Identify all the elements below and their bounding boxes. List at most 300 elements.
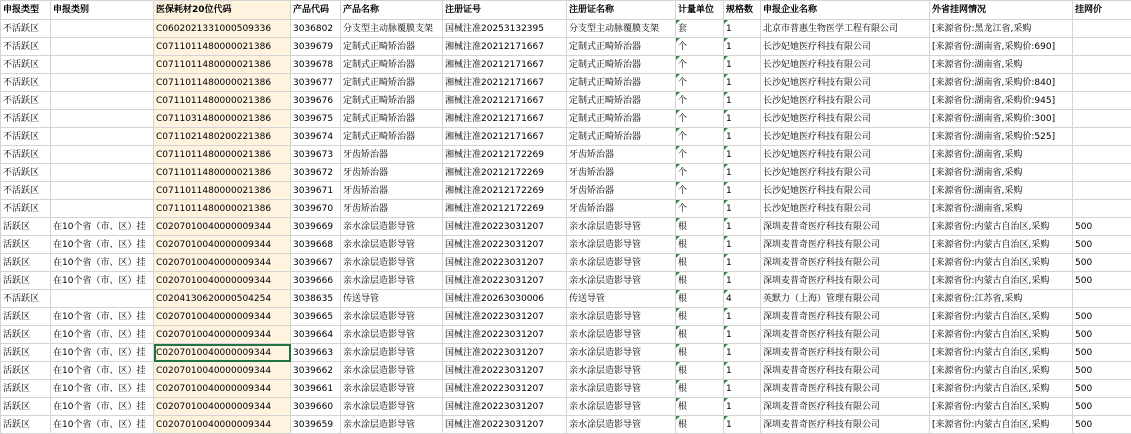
cell-declare-category[interactable] <box>51 110 154 128</box>
cell-spec-count[interactable]: 4 <box>724 290 761 308</box>
cell-listing-price[interactable] <box>1073 74 1131 92</box>
table-row <box>1 74 1131 92</box>
header-insurance-code[interactable]: 医保耗材20位代码 <box>154 1 291 20</box>
cell-declare-type[interactable]: 活跃区 <box>1 308 51 326</box>
header-listing-price[interactable]: 挂网价 <box>1073 1 1131 20</box>
cell-product-name[interactable]: 定制式正畸矫治器 <box>341 128 443 146</box>
cell-product-code[interactable]: 3039668 <box>291 236 341 254</box>
cell-insurance-code[interactable]: C0711011480000021386 <box>154 92 291 110</box>
cell-registration-name[interactable]: 定制式正畸矫治器 <box>567 38 676 56</box>
cell-spec-count[interactable]: 1 <box>724 56 761 74</box>
cell-other-province-listing[interactable]: [来源省份:内蒙古自治区,采购 <box>930 362 1073 380</box>
cell-company-name[interactable]: 深圳麦普奇医疗科技有限公司 <box>761 380 930 398</box>
cell-listing-price[interactable] <box>1073 128 1131 146</box>
cell-company-name[interactable]: 深圳麦普奇医疗科技有限公司 <box>761 236 930 254</box>
cell-product-code[interactable]: 3036802 <box>291 20 341 38</box>
cell-declare-type[interactable]: 不活跃区 <box>1 56 51 74</box>
cell-registration-name[interactable]: 亲水涂层造影导管 <box>567 308 676 326</box>
cell-other-province-listing[interactable]: [来源省份:湖南省,采购 <box>930 146 1073 164</box>
cell-product-name[interactable]: 牙齿矫治器 <box>341 164 443 182</box>
cell-spec-count[interactable]: 1 <box>724 74 761 92</box>
header-registration-no[interactable]: 注册证号 <box>443 1 567 20</box>
cell-registration-name[interactable]: 亲水涂层造影导管 <box>567 380 676 398</box>
cell-insurance-code[interactable]: C0207010040000009344 <box>154 272 291 290</box>
cell-product-code[interactable]: 3039664 <box>291 326 341 344</box>
table-row <box>1 128 1131 146</box>
cell-company-name[interactable]: 北京市普惠生物医学工程有限公司 <box>761 20 930 38</box>
cell-unit[interactable]: 根 <box>676 308 724 326</box>
cell-declare-type[interactable]: 不活跃区 <box>1 92 51 110</box>
cell-product-name[interactable]: 亲水涂层造影导管 <box>341 272 443 290</box>
header-registration-name[interactable]: 注册证名称 <box>567 1 676 20</box>
cell-listing-price[interactable] <box>1073 182 1131 200</box>
cell-product-name[interactable]: 定制式正畸矫治器 <box>341 110 443 128</box>
cell-declare-type[interactable]: 不活跃区 <box>1 74 51 92</box>
cell-declare-type[interactable]: 活跃区 <box>1 344 51 362</box>
cell-registration-no[interactable]: 国械注准20223031207 <box>443 398 567 416</box>
cell-unit[interactable]: 个 <box>676 164 724 182</box>
table-row <box>1 308 1131 326</box>
cell-declare-type[interactable]: 不活跃区 <box>1 146 51 164</box>
cell-spec-count[interactable]: 1 <box>724 236 761 254</box>
cell-listing-price[interactable] <box>1073 164 1131 182</box>
cell-product-name[interactable]: 牙齿矫治器 <box>341 200 443 218</box>
cell-registration-name[interactable]: 亲水涂层造影导管 <box>567 344 676 362</box>
cell-unit[interactable]: 个 <box>676 38 724 56</box>
cell-company-name[interactable]: 深圳麦普奇医疗科技有限公司 <box>761 272 930 290</box>
cell-insurance-code[interactable]: C0207010040000009344 <box>154 236 291 254</box>
cell-declare-type[interactable]: 不活跃区 <box>1 110 51 128</box>
cell-insurance-code[interactable]: C0207010040000009344 <box>154 344 291 362</box>
cell-insurance-code[interactable]: C0711011480000021386 <box>154 200 291 218</box>
cell-product-name[interactable]: 定制式正畸矫治器 <box>341 92 443 110</box>
cell-unit[interactable]: 根 <box>676 218 724 236</box>
cell-company-name[interactable]: 深圳麦普奇医疗科技有限公司 <box>761 218 930 236</box>
cell-registration-name[interactable]: 亲水涂层造影导管 <box>567 326 676 344</box>
cell-declare-type[interactable]: 不活跃区 <box>1 38 51 56</box>
cell-insurance-code[interactable]: C0711031480000021386 <box>154 110 291 128</box>
cell-listing-price[interactable] <box>1073 38 1131 56</box>
cell-declare-type[interactable]: 活跃区 <box>1 326 51 344</box>
cell-insurance-code[interactable]: C0207010040000009344 <box>154 380 291 398</box>
cell-product-name[interactable]: 亲水涂层造影导管 <box>341 254 443 272</box>
cell-unit[interactable]: 个 <box>676 182 724 200</box>
cell-registration-name[interactable]: 亲水涂层造影导管 <box>567 362 676 380</box>
cell-product-code[interactable]: 3039670 <box>291 200 341 218</box>
cell-insurance-code[interactable]: C0207010040000009344 <box>154 362 291 380</box>
cell-declare-type[interactable]: 不活跃区 <box>1 290 51 308</box>
cell-registration-no[interactable]: 国械注准20223031207 <box>443 272 567 290</box>
table-row <box>1 380 1131 398</box>
cell-declare-category[interactable] <box>51 182 154 200</box>
cell-product-code[interactable]: 3039660 <box>291 398 341 416</box>
cell-registration-no[interactable]: 湘械注准20212172269 <box>443 182 567 200</box>
cell-product-code[interactable]: 3039672 <box>291 164 341 182</box>
cell-spec-count[interactable]: 1 <box>724 272 761 290</box>
cell-unit[interactable]: 根 <box>676 326 724 344</box>
cell-product-code[interactable]: 3039667 <box>291 254 341 272</box>
cell-registration-no[interactable]: 国械注准20223031207 <box>443 380 567 398</box>
cell-product-name[interactable]: 亲水涂层造影导管 <box>341 326 443 344</box>
cell-unit[interactable]: 根 <box>676 416 724 434</box>
cell-declare-type[interactable]: 活跃区 <box>1 416 51 434</box>
cell-declare-category[interactable]: 在10个省（市、区）挂 <box>51 362 154 380</box>
cell-registration-name[interactable]: 牙齿矫治器 <box>567 182 676 200</box>
cell-product-name[interactable]: 亲水涂层造影导管 <box>341 380 443 398</box>
header-product-code[interactable]: 产品代码 <box>291 1 341 20</box>
header-product-name[interactable]: 产品名称 <box>341 1 443 20</box>
cell-company-name[interactable]: 长沙妃她医疗科技有限公司 <box>761 38 930 56</box>
cell-registration-name[interactable]: 亲水涂层造影导管 <box>567 398 676 416</box>
table-row <box>1 38 1131 56</box>
cell-registration-name[interactable]: 亲水涂层造影导管 <box>567 416 676 434</box>
cell-spec-count[interactable]: 1 <box>724 92 761 110</box>
cell-company-name[interactable]: 长沙妃她医疗科技有限公司 <box>761 200 930 218</box>
cell-company-name[interactable]: 深圳麦普奇医疗科技有限公司 <box>761 344 930 362</box>
cell-insurance-code[interactable]: C0602021331000509336 <box>154 20 291 38</box>
cell-registration-name[interactable]: 牙齿矫治器 <box>567 146 676 164</box>
cell-company-name[interactable]: 长沙妃她医疗科技有限公司 <box>761 128 930 146</box>
cell-listing-price[interactable]: 500 <box>1073 308 1131 326</box>
cell-registration-no[interactable]: 国械注准20223031207 <box>443 254 567 272</box>
cell-product-name[interactable]: 亲水涂层造影导管 <box>341 398 443 416</box>
cell-registration-no[interactable]: 国械注准20223031207 <box>443 362 567 380</box>
cell-other-province-listing[interactable]: [来源省份:湖南省,采购价:840] <box>930 74 1073 92</box>
cell-company-name[interactable]: 深圳麦普奇医疗科技有限公司 <box>761 416 930 434</box>
cell-other-province-listing[interactable]: [来源省份:内蒙古自治区,采购 <box>930 416 1073 434</box>
cell-unit[interactable]: 个 <box>676 200 724 218</box>
cell-product-code[interactable]: 3039676 <box>291 92 341 110</box>
cell-registration-name[interactable]: 亲水涂层造影导管 <box>567 218 676 236</box>
cell-registration-no[interactable]: 湘械注准20212171667 <box>443 92 567 110</box>
cell-registration-no[interactable]: 国械注准20223031207 <box>443 236 567 254</box>
cell-product-name[interactable]: 亲水涂层造影导管 <box>341 308 443 326</box>
cell-declare-type[interactable]: 不活跃区 <box>1 200 51 218</box>
cell-other-province-listing[interactable]: [来源省份:内蒙古自治区,采购 <box>930 398 1073 416</box>
cell-registration-name[interactable]: 定制式正畸矫治器 <box>567 74 676 92</box>
cell-declare-type[interactable]: 活跃区 <box>1 218 51 236</box>
cell-unit[interactable]: 个 <box>676 128 724 146</box>
cell-insurance-code[interactable]: C0711011480000021386 <box>154 146 291 164</box>
cell-product-name[interactable]: 定制式正畸矫治器 <box>341 38 443 56</box>
cell-product-name[interactable]: 亲水涂层造影导管 <box>341 218 443 236</box>
cell-declare-type[interactable]: 活跃区 <box>1 254 51 272</box>
cell-declare-type[interactable]: 活跃区 <box>1 272 51 290</box>
cell-insurance-code[interactable]: C0711011480000021386 <box>154 38 291 56</box>
cell-product-code[interactable]: 3039673 <box>291 146 341 164</box>
cell-declare-category[interactable]: 在10个省（市、区）挂 <box>51 380 154 398</box>
cell-spec-count[interactable]: 1 <box>724 128 761 146</box>
cell-declare-category[interactable]: 在10个省（市、区）挂 <box>51 398 154 416</box>
cell-declare-category[interactable] <box>51 164 154 182</box>
cell-insurance-code[interactable]: C0207010040000009344 <box>154 398 291 416</box>
cell-unit[interactable]: 根 <box>676 362 724 380</box>
table-row <box>1 56 1131 74</box>
cell-listing-price[interactable]: 500 <box>1073 398 1131 416</box>
cell-registration-no[interactable]: 国械注准20223031207 <box>443 218 567 236</box>
cell-unit[interactable]: 个 <box>676 74 724 92</box>
cell-unit[interactable]: 根 <box>676 254 724 272</box>
cell-registration-no[interactable]: 湘械注准20212171667 <box>443 110 567 128</box>
cell-listing-price[interactable]: 500 <box>1073 254 1131 272</box>
cell-listing-price[interactable] <box>1073 20 1131 38</box>
cell-registration-no[interactable]: 国械注准20223031207 <box>443 344 567 362</box>
cell-unit[interactable]: 套 <box>676 20 724 38</box>
cell-declare-category[interactable] <box>51 20 154 38</box>
cell-product-code[interactable]: 3039678 <box>291 56 341 74</box>
cell-registration-name[interactable]: 牙齿矫治器 <box>567 164 676 182</box>
header-spec-count[interactable]: 规格数 <box>724 1 761 20</box>
cell-other-province-listing[interactable]: [来源省份:内蒙古自治区,采购 <box>930 344 1073 362</box>
cell-registration-name[interactable]: 亲水涂层造影导管 <box>567 254 676 272</box>
cell-company-name[interactable]: 深圳麦普奇医疗科技有限公司 <box>761 326 930 344</box>
header-declare-type[interactable]: 申报类型 <box>1 1 51 20</box>
cell-registration-name[interactable]: 传送导管 <box>567 290 676 308</box>
cell-product-name[interactable]: 亲水涂层造影导管 <box>341 416 443 434</box>
cell-spec-count[interactable]: 1 <box>724 110 761 128</box>
cell-unit[interactable]: 根 <box>676 236 724 254</box>
cell-listing-price[interactable] <box>1073 110 1131 128</box>
cell-declare-category[interactable]: 在10个省（市、区）挂 <box>51 272 154 290</box>
cell-unit[interactable]: 根 <box>676 272 724 290</box>
cell-declare-category[interactable]: 在10个省（市、区）挂 <box>51 326 154 344</box>
cell-company-name[interactable]: 长沙妃她医疗科技有限公司 <box>761 92 930 110</box>
cell-spec-count[interactable]: 1 <box>724 308 761 326</box>
cell-declare-type[interactable]: 不活跃区 <box>1 20 51 38</box>
cell-unit[interactable]: 根 <box>676 380 724 398</box>
cell-other-province-listing[interactable]: [来源省份:内蒙古自治区,采购 <box>930 272 1073 290</box>
cell-insurance-code[interactable]: C0711021480200221386 <box>154 128 291 146</box>
cell-insurance-code[interactable]: C0711011480000021386 <box>154 56 291 74</box>
cell-other-province-listing[interactable]: [来源省份:内蒙古自治区,采购 <box>930 380 1073 398</box>
cell-listing-price[interactable] <box>1073 92 1131 110</box>
cell-unit[interactable]: 根 <box>676 398 724 416</box>
cell-other-province-listing[interactable]: [来源省份:内蒙古自治区,采购 <box>930 254 1073 272</box>
cell-declare-type[interactable]: 活跃区 <box>1 362 51 380</box>
cell-declare-type[interactable]: 活跃区 <box>1 236 51 254</box>
cell-insurance-code[interactable]: C0207010040000009344 <box>154 254 291 272</box>
cell-listing-price[interactable]: 500 <box>1073 362 1131 380</box>
cell-registration-name[interactable]: 亲水涂层造影导管 <box>567 272 676 290</box>
cell-company-name[interactable]: 深圳麦普奇医疗科技有限公司 <box>761 362 930 380</box>
cell-product-name[interactable]: 定制式正畸矫治器 <box>341 74 443 92</box>
cell-registration-name[interactable]: 亲水涂层造影导管 <box>567 236 676 254</box>
cell-insurance-code[interactable]: C0204130620000504254 <box>154 290 291 308</box>
cell-other-province-listing[interactable]: [来源省份:湖南省,采购 <box>930 200 1073 218</box>
cell-other-province-listing[interactable]: [来源省份:湖南省,采购 <box>930 182 1073 200</box>
cell-insurance-code[interactable]: C0711011480000021386 <box>154 74 291 92</box>
cell-declare-category[interactable]: 在10个省（市、区）挂 <box>51 236 154 254</box>
cell-product-code[interactable]: 3039674 <box>291 128 341 146</box>
cell-listing-price[interactable]: 500 <box>1073 344 1131 362</box>
table-row <box>1 398 1131 416</box>
cell-registration-no[interactable]: 国械注准20223031207 <box>443 308 567 326</box>
cell-insurance-code[interactable]: C0711011480000021386 <box>154 182 291 200</box>
cell-registration-no[interactable]: 湘械注准20212171667 <box>443 128 567 146</box>
header-unit[interactable]: 计量单位 <box>676 1 724 20</box>
cell-declare-type[interactable]: 不活跃区 <box>1 128 51 146</box>
cell-listing-price[interactable]: 500 <box>1073 380 1131 398</box>
cell-registration-name[interactable]: 定制式正畸矫治器 <box>567 110 676 128</box>
header-declare-category[interactable]: 申报类别 <box>51 1 154 20</box>
cell-other-province-listing[interactable]: [来源省份:内蒙古自治区,采购 <box>930 326 1073 344</box>
table-row <box>1 326 1131 344</box>
cell-declare-type[interactable]: 活跃区 <box>1 380 51 398</box>
cell-spec-count[interactable]: 1 <box>724 344 761 362</box>
cell-registration-no[interactable]: 湘械注准20212171667 <box>443 56 567 74</box>
cell-company-name[interactable]: 长沙妃她医疗科技有限公司 <box>761 146 930 164</box>
cell-company-name[interactable]: 长沙妃她医疗科技有限公司 <box>761 182 930 200</box>
cell-registration-no[interactable]: 湘械注准20212172269 <box>443 146 567 164</box>
cell-declare-category[interactable] <box>51 290 154 308</box>
cell-unit[interactable]: 个 <box>676 110 724 128</box>
cell-unit[interactable]: 根 <box>676 344 724 362</box>
cell-listing-price[interactable] <box>1073 290 1131 308</box>
cell-other-province-listing[interactable]: [来源省份:湖南省,采购价:945] <box>930 92 1073 110</box>
cell-spec-count[interactable]: 1 <box>724 146 761 164</box>
cell-other-province-listing[interactable]: [来源省份:湖南省,采购价:690] <box>930 38 1073 56</box>
cell-product-code[interactable]: 3039679 <box>291 38 341 56</box>
cell-product-code[interactable]: 3039677 <box>291 74 341 92</box>
cell-company-name[interactable]: 深圳麦普奇医疗科技有限公司 <box>761 398 930 416</box>
cell-declare-category[interactable] <box>51 128 154 146</box>
cell-declare-category[interactable]: 在10个省（市、区）挂 <box>51 218 154 236</box>
cell-declare-category[interactable] <box>51 200 154 218</box>
cell-declare-category[interactable] <box>51 38 154 56</box>
cell-spec-count[interactable]: 1 <box>724 380 761 398</box>
cell-spec-count[interactable]: 1 <box>724 398 761 416</box>
cell-declare-category[interactable] <box>51 56 154 74</box>
cell-listing-price[interactable] <box>1073 146 1131 164</box>
cell-declare-category[interactable]: 在10个省（市、区）挂 <box>51 254 154 272</box>
cell-company-name[interactable]: 深圳麦普奇医疗科技有限公司 <box>761 308 930 326</box>
cell-other-province-listing[interactable]: [来源省份:内蒙古自治区,采购 <box>930 308 1073 326</box>
cell-listing-price[interactable] <box>1073 56 1131 74</box>
cell-registration-name[interactable]: 牙齿矫治器 <box>567 200 676 218</box>
cell-registration-name[interactable]: 定制式正畸矫治器 <box>567 128 676 146</box>
cell-declare-category[interactable] <box>51 74 154 92</box>
cell-company-name[interactable]: 长沙妃她医疗科技有限公司 <box>761 56 930 74</box>
cell-product-name[interactable]: 亲水涂层造影导管 <box>341 236 443 254</box>
cell-product-code[interactable]: 3039669 <box>291 218 341 236</box>
cell-registration-no[interactable]: 湘械注准20212172269 <box>443 164 567 182</box>
cell-spec-count[interactable]: 1 <box>724 254 761 272</box>
cell-insurance-code[interactable]: C0207010040000009344 <box>154 308 291 326</box>
cell-listing-price[interactable]: 500 <box>1073 236 1131 254</box>
cell-product-name[interactable]: 传送导管 <box>341 290 443 308</box>
cell-company-name[interactable]: 长沙妃她医疗科技有限公司 <box>761 164 930 182</box>
cell-other-province-listing[interactable]: [来源省份:湖南省,采购 <box>930 164 1073 182</box>
cell-listing-price[interactable]: 500 <box>1073 416 1131 434</box>
cell-product-code[interactable]: 3039666 <box>291 272 341 290</box>
cell-insurance-code[interactable]: C0207010040000009344 <box>154 416 291 434</box>
cell-other-province-listing[interactable]: [来源省份:内蒙古自治区,采购 <box>930 236 1073 254</box>
cell-product-code[interactable]: 3039675 <box>291 110 341 128</box>
cell-declare-type[interactable]: 不活跃区 <box>1 182 51 200</box>
cell-registration-no[interactable]: 国械注准20223031207 <box>443 416 567 434</box>
cell-spec-count[interactable]: 1 <box>724 38 761 56</box>
cell-product-code[interactable]: 3039662 <box>291 362 341 380</box>
cell-other-province-listing[interactable]: [来源省份:湖南省,采购价:525] <box>930 128 1073 146</box>
cell-company-name[interactable]: 长沙妃她医疗科技有限公司 <box>761 110 930 128</box>
cell-registration-name[interactable]: 定制式正畸矫治器 <box>567 56 676 74</box>
cell-registration-no[interactable]: 国械注准20253132395 <box>443 20 567 38</box>
cell-product-name[interactable]: 亲水涂层造影导管 <box>341 344 443 362</box>
cell-listing-price[interactable]: 500 <box>1073 272 1131 290</box>
cell-other-province-listing[interactable]: [来源省份:江苏省,采购 <box>930 290 1073 308</box>
cell-unit[interactable]: 根 <box>676 290 724 308</box>
cell-spec-count[interactable]: 1 <box>724 326 761 344</box>
table-row <box>1 110 1131 128</box>
cell-declare-category[interactable]: 在10个省（市、区）挂 <box>51 308 154 326</box>
cell-product-name[interactable]: 分支型主动脉覆膜支架 <box>341 20 443 38</box>
cell-registration-no[interactable]: 湘械注准20212171667 <box>443 74 567 92</box>
cell-listing-price[interactable]: 500 <box>1073 218 1131 236</box>
cell-declare-type[interactable]: 活跃区 <box>1 398 51 416</box>
cell-product-code[interactable]: 3038635 <box>291 290 341 308</box>
cell-product-code[interactable]: 3039671 <box>291 182 341 200</box>
cell-listing-price[interactable]: 500 <box>1073 326 1131 344</box>
cell-declare-category[interactable] <box>51 92 154 110</box>
cell-spec-count[interactable]: 1 <box>724 182 761 200</box>
cell-spec-count[interactable]: 1 <box>724 416 761 434</box>
cell-product-code[interactable]: 3039665 <box>291 308 341 326</box>
table-row <box>1 344 1131 362</box>
cell-unit[interactable]: 个 <box>676 92 724 110</box>
cell-insurance-code[interactable]: C0711011480000021386 <box>154 164 291 182</box>
cell-spec-count[interactable]: 1 <box>724 200 761 218</box>
cell-other-province-listing[interactable]: [来源省份:黑龙江省,采购 <box>930 20 1073 38</box>
cell-spec-count[interactable]: 1 <box>724 218 761 236</box>
cell-unit[interactable]: 个 <box>676 56 724 74</box>
cell-insurance-code[interactable]: C0207010040000009344 <box>154 218 291 236</box>
header-company-name[interactable]: 申报企业名称 <box>761 1 930 20</box>
cell-company-name[interactable]: 深圳麦普奇医疗科技有限公司 <box>761 254 930 272</box>
header-other-province-listing[interactable]: 外省挂网情况 <box>930 1 1073 20</box>
cell-other-province-listing[interactable]: [来源省份:湖南省,采购价:300] <box>930 110 1073 128</box>
cell-declare-type[interactable]: 不活跃区 <box>1 164 51 182</box>
cell-registration-no[interactable]: 国械注准20223031207 <box>443 326 567 344</box>
cell-declare-category[interactable]: 在10个省（市、区）挂 <box>51 416 154 434</box>
cell-declare-category[interactable] <box>51 146 154 164</box>
cell-other-province-listing[interactable]: [来源省份:内蒙古自治区,采购 <box>930 218 1073 236</box>
table-row <box>1 164 1131 182</box>
cell-spec-count[interactable]: 1 <box>724 362 761 380</box>
cell-product-code[interactable]: 3039661 <box>291 380 341 398</box>
cell-product-code[interactable]: 3039659 <box>291 416 341 434</box>
cell-declare-category[interactable]: 在10个省（市、区）挂 <box>51 344 154 362</box>
cell-spec-count[interactable]: 1 <box>724 20 761 38</box>
table-row <box>1 218 1131 236</box>
cell-spec-count[interactable]: 1 <box>724 164 761 182</box>
cell-registration-name[interactable]: 定制式正畸矫治器 <box>567 92 676 110</box>
cell-registration-no[interactable]: 湘械注准20212172269 <box>443 200 567 218</box>
cell-product-code[interactable]: 3039663 <box>291 344 341 362</box>
cell-product-name[interactable]: 亲水涂层造影导管 <box>341 362 443 380</box>
cell-company-name[interactable]: 长沙妃她医疗科技有限公司 <box>761 74 930 92</box>
cell-listing-price[interactable] <box>1073 200 1131 218</box>
cell-registration-no[interactable]: 国械注准20263030006 <box>443 290 567 308</box>
cell-product-name[interactable]: 定制式正畸矫治器 <box>341 56 443 74</box>
cell-product-name[interactable]: 牙齿矫治器 <box>341 146 443 164</box>
cell-company-name[interactable]: 英默力（上海）管理有限公司 <box>761 290 930 308</box>
cell-registration-no[interactable]: 湘械注准20212171667 <box>443 38 567 56</box>
cell-registration-name[interactable]: 分支型主动脉覆膜支架 <box>567 20 676 38</box>
cell-unit[interactable]: 个 <box>676 146 724 164</box>
cell-insurance-code[interactable]: C0207010040000009344 <box>154 326 291 344</box>
cell-other-province-listing[interactable]: [来源省份:湖南省,采购 <box>930 56 1073 74</box>
cell-product-name[interactable]: 牙齿矫治器 <box>341 182 443 200</box>
